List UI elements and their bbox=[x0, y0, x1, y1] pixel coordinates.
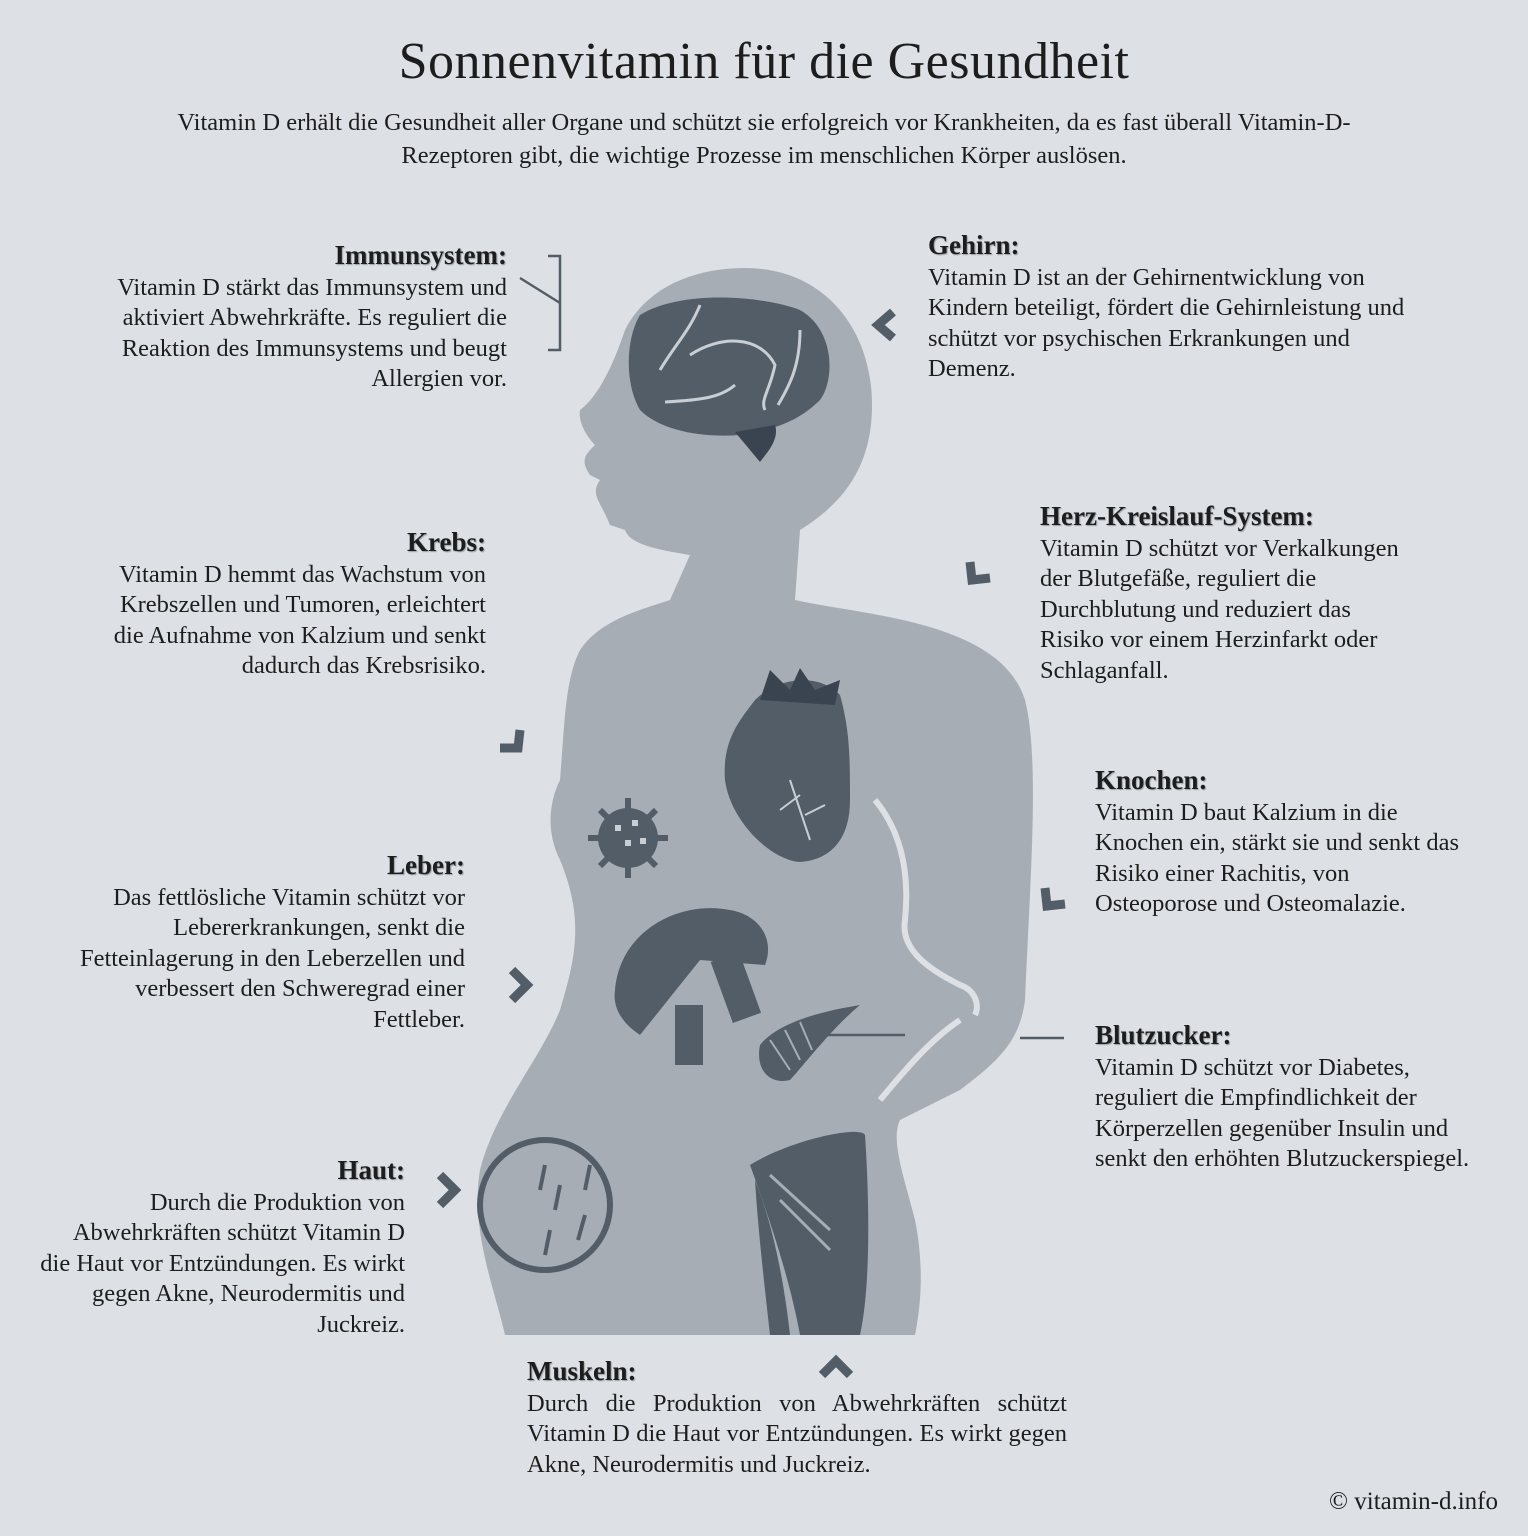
section-text: Vitamin D schützt vor Diabetes, reguliert die Empfindlichkeit der Körperzellen gegenüber Insulin und senkt den erhöhten Blutzuckerspiegel. bbox=[1095, 1053, 1470, 1173]
chevron-down-left-icon bbox=[1045, 888, 1065, 906]
chevron-down-right-icon bbox=[500, 730, 520, 748]
section-heading: Gehirn: bbox=[928, 230, 1020, 260]
section-text: Vitamin D hemmt das Wachstum von Krebszellen und Tumoren, erleichtert die Aufnahme von Kalzium und senkt dadurch das Krebsrisiko. bbox=[113, 560, 486, 680]
chevron-left-icon bbox=[878, 312, 893, 338]
section-text: Vitamin D baut Kalzium in die Knochen ein, stärkt sie und senkt das Risiko einer Rachitis, von Osteoporose und Osteomalazie. bbox=[1095, 798, 1460, 918]
section-text: Durch die Produktion von Abwehrkräften schützt Vitamin D die Haut vor Entzündungen. Es wirkt gegen Akne, Neurodermitis und Juckreiz. bbox=[527, 1389, 1067, 1478]
section-muskeln bbox=[527, 1356, 1067, 1480]
section-blutzucker bbox=[1095, 1020, 1475, 1175]
cancer-cell-icon bbox=[588, 798, 668, 878]
section-heading: Herz-Kreislauf-System: bbox=[1040, 501, 1314, 531]
section-text: Vitamin D stärkt das Immunsystem und aktiviert Abwehrkräfte. Es reguliert die Reaktion des Immunsystems und beugt Allergien vor. bbox=[117, 273, 507, 393]
section-heading: Knochen: bbox=[1095, 765, 1208, 795]
section-text: Das fettlösliche Vitamin schützt vor Lebererkrankungen, senkt die Fetteinlagerung in den Leberzellen und verbessert den Schweregrad einer Fettleber. bbox=[79, 883, 465, 1033]
section-krebs bbox=[90, 527, 486, 682]
chevron-right-icon bbox=[440, 1175, 455, 1205]
section-heading: Krebs: bbox=[407, 527, 486, 557]
subtitle: Vitamin D erhält die Gesundheit aller Organe und schützt sie erfolgreich vor Krankheiten, da es fast überall Vitamin-D-Rezeptoren gibt, die wichtige Prozesse im menschlichen Körper auslösen. bbox=[177, 109, 1351, 169]
section-text: Vitamin D ist an der Gehirnentwicklung von Kindern beteiligt, fördert die Gehirnleistung und schützt vor psychischen Erkrankungen und Demenz. bbox=[928, 263, 1405, 383]
section-herz-kreislauf bbox=[1040, 501, 1420, 687]
section-haut bbox=[40, 1155, 405, 1341]
muscle-icon bbox=[750, 1132, 868, 1335]
section-immunsystem bbox=[40, 240, 507, 395]
section-gehirn bbox=[928, 230, 1408, 385]
section-heading: Blutzucker: bbox=[1095, 1020, 1232, 1050]
chevron-right-icon bbox=[512, 970, 527, 1000]
section-text: Vitamin D schützt vor Verkalkungen der Blutgefäße, reguliert die Durchblutung und reduziert das Risiko vor einem Herzinfarkt oder Schlaganfall. bbox=[1040, 534, 1399, 684]
chevron-down-left-icon bbox=[970, 562, 990, 580]
section-knochen bbox=[1095, 765, 1465, 920]
section-heading: Haut: bbox=[337, 1155, 405, 1185]
section-text: Durch die Produktion von Abwehrkräften schützt Vitamin D die Haut vor Entzündungen. Es wirkt gegen Akne, Neurodermitis und Juckreiz. bbox=[40, 1188, 405, 1338]
section-heading: Muskeln: bbox=[527, 1356, 637, 1386]
section-heading: Immunsystem: bbox=[334, 240, 507, 270]
page-title: Sonnenvitamin für die Gesundheit bbox=[398, 33, 1130, 90]
section-heading: Leber: bbox=[387, 850, 465, 880]
copyright: © vitamin-d.info bbox=[1329, 1488, 1498, 1515]
skin-magnifier-icon bbox=[480, 1140, 610, 1270]
section-leber bbox=[40, 850, 465, 1036]
